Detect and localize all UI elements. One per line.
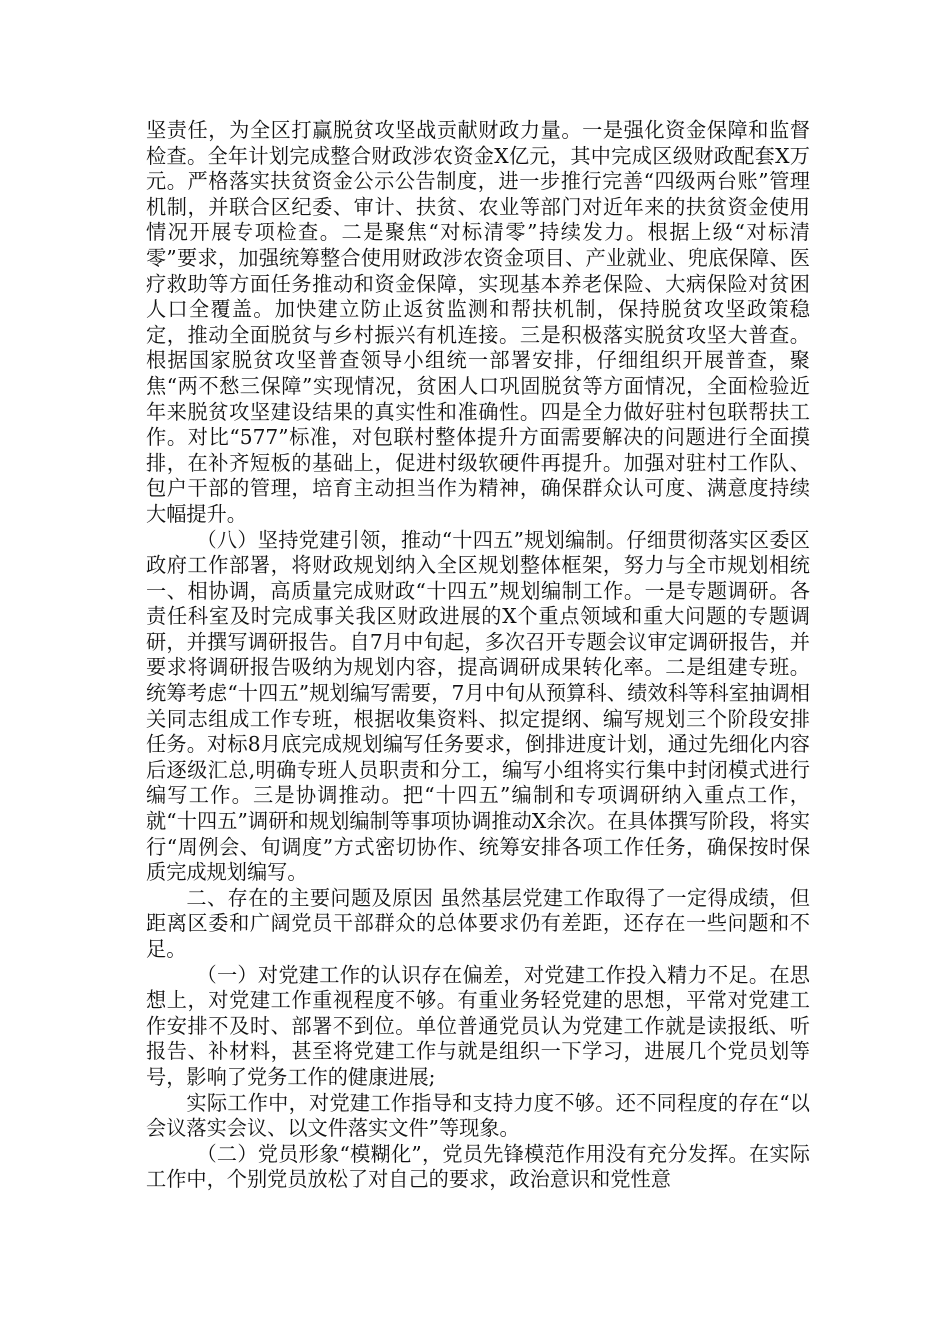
paragraph-problems-heading: 二、存在的主要问题及原因 虽然基层党建工作取得了一定得成绩，但距离区委和广阔党员干部群众的总体要求仍有差距，还存在一些问题和不足。 — [146, 885, 810, 961]
paragraph-problem-two: （二）党员形象“模糊化”，党员先锋模范作用没有充分发挥。在实际工作中，个别党员放松了对自己的要求，政治意识和党性意 — [146, 1141, 810, 1192]
paragraph-five-year-plan: （八）坚持党建引领，推动“十四五”规划编制。仔细贯彻落实区委区政府工作部署，将财政规划纳入全区规划整体框架，努力与全市规划相统一、相协调，高质量完成财政“十四五”规划编制工作。一是专题调研。各责任科室及时完成事关我区财政进展的X个重点领域和重大问题的专题调研，并撰写调研报告。自7月中旬起，多次召开专题会议审定调研报告，并要求将调研报告吸纳为规划内容，提高调研成果转化率。二是组建专班。统筹考虑“十四五”规划编写需要，7月中旬从预算科、绩效科等科室抽调相关同志组成工作专班，根据收集资料、拟定提纲、编写规划三个阶段安排任务。对标8月底完成规划编写任务要求，倒排进度计划，通过先细化内容后逐级汇总,明确专班人员职责和分工，编写小组将实行集中封闭模式进行编写工作。三是协调推动。把“十四五”编制和专项调研纳入重点工作，就“十四五”调研和规划编制等事项协调推动X余次。在具体撰写阶段，将实行“周例会、旬调度”方式密切协作、统筹安排各项工作任务，确保按时保质完成规划编写。 — [146, 527, 810, 885]
document-page — [146, 118, 810, 1193]
paragraph-poverty-alleviation: 坚责任，为全区打赢脱贫攻坚战贡献财政力量。一是强化资金保障和监督检查。全年计划完成整合财政涉农资金X亿元，其中完成区级财政配套X万元。严格落实扶贫资金公示公告制度，进一步推行完善“四级两台账”管理机制，并联合区纪委、审计、扶贫、农业等部门对近年来的扶贫资金使用情况开展专项检查。二是聚焦“对标清零”持续发力。根据上级“对标清零”要求，加强统筹整合使用财政涉农资金项目、产业就业、兜底保障、医疗救助等方面任务推动和资金保障，实现基本养老保险、大病保险对贫困人口全覆盖。加快建立防止返贫监测和帮扶机制，保持脱贫攻坚政策稳定，推动全面脱贫与乡村振兴有机连接。三是积极落实脱贫攻坚大普查。根据国家脱贫攻坚普查领导小组统一部署安排，仔细组织开展普查，聚焦“两不愁三保障”实现情况，贫困人口巩固脱贫等方面情况，全面检验近年来脱贫攻坚建设结果的真实性和准确性。四是全力做好驻村包联帮扶工作。对比“577”标准，对包联村整体提升方面需要解决的问题进行全面摸排，在补齐短板的基础上，促进村级软硬件再提升。加强对驻村工作队、包户干部的管理，培育主动担当作为精神，确保群众认可度、满意度持续大幅提升。 — [146, 118, 810, 526]
paragraph-practical-work: 实际工作中，对党建工作指导和支持力度不够。还不同程度的存在“以会议落实会议、以文件落实文件”等现象。 — [146, 1090, 810, 1141]
paragraph-problem-one: （一）对党建工作的认识存在偏差，对党建工作投入精力不足。在思想上，对党建工作重视程度不够。有重业务轻党建的思想，平常对党建工作安排不及时、部署不到位。单位普通党员认为党建工作就是读报纸、听报告、补材料，甚至将党建工作与就是组织一下学习，进展几个党员划等号，影响了党务工作的健康进展; — [146, 962, 810, 1089]
